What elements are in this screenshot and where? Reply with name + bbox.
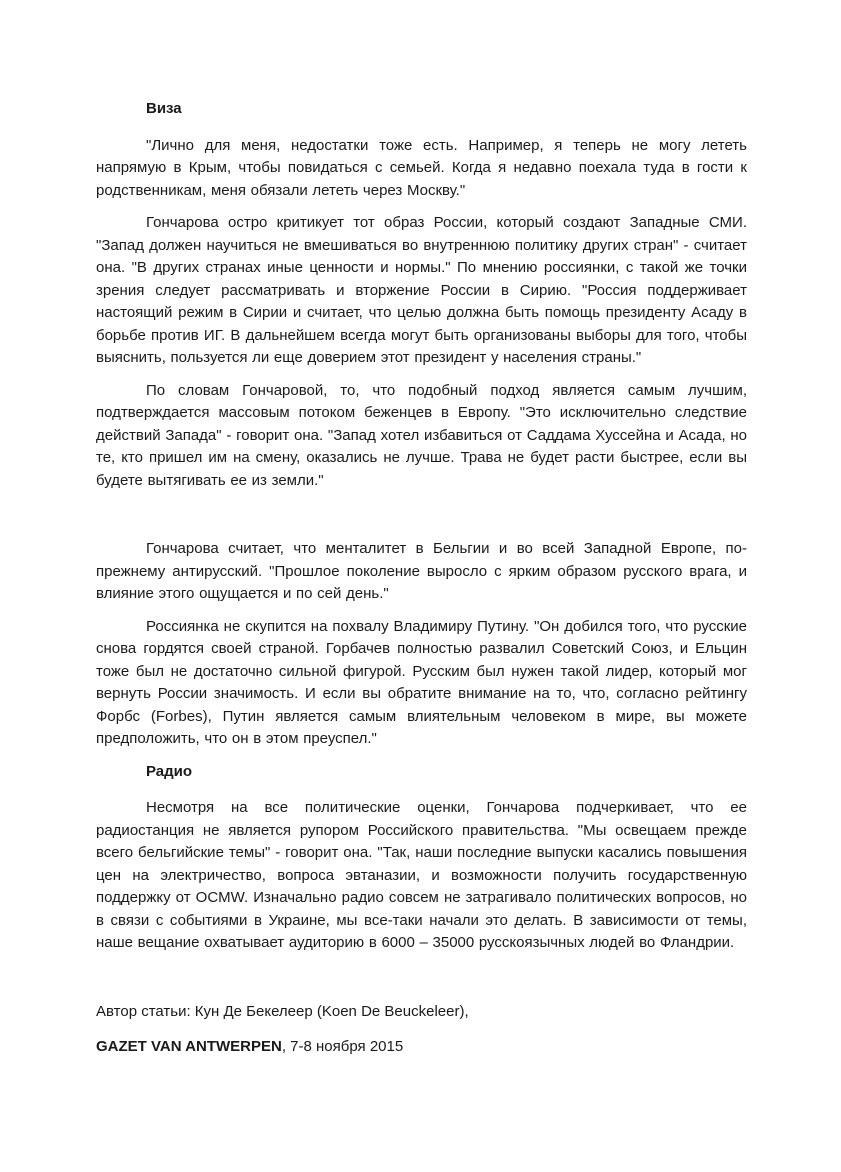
paragraph-refugees: По словам Гончаровой, то, что подобный подход является самым лучшим, подтверждается массовым потоком беженцев в Европу. "Это исключительно следствие действий Запада" - говорит она. "Запад хотел избавиться от Саддама Хуссейна и Асада, но те, кто пришел им на смену, оказались не лучше. Трава не будет расти быстрее, если вы будете вытягивать ее из земли." — [96, 381, 747, 489]
paragraph-western-media: Гончарова остро критикует тот образ России, который создают Западные СМИ. "Запад должен научиться не вмешиваться во внутреннюю политику других стран" - считает она. "В других странах иные ценности и нормы." По мнению россиянки, с такой же точки зрения следует рассматривать и вторжение России в Сирию. "Россия поддерживает настоящий режим в Сирии и считает, что целью должна быть помощь президенту Асаду в борьбе против ИГ. В дальнейшем всегда могут быть организованы выборы для того, чтобы выяснить, пользуется ли еще доверием этот президент у населения страны." — [96, 214, 747, 366]
author-line: Автор статьи: Кун Де Бекелеер (Koen De Beuckeleer), — [96, 1002, 469, 1020]
paragraph-mentality: Гончарова считает, что менталитет в Бельгии и во всей Западной Европе, по-прежнему антирусский. "Прошлое поколение выросло с ярким образом русского врага, и влияние этого ощущается и по сей день." — [96, 540, 747, 602]
section-heading-visa: Виза — [146, 100, 182, 117]
paragraph-radio-station: Несмотря на все политические оценки, Гончарова подчеркивает, что ее радиостанция не является рупором Российского правительства. "Мы освещаем прежде всего бельгийские темы" - говорит она. "Так, наши последние выпуски касались повышения цен на электричество, вопроса эвтаназии, и возможности получить государственную поддержку от OCMW. Изначально радио совсем не затрагивало политических вопросов, но в связи с событиями в Украине, мы все-таки начали это делать. В зависимости от темы, наше вещание охватывает аудиторию в 6000 – 35000 русскоязычных людей во Фландрии. — [96, 799, 747, 951]
source-date: , 7-8 ноября 2015 — [281, 1038, 404, 1055]
paragraph-putin-praise: Россиянка не скупится на похвалу Владимиру Путину. "Он добился того, что русские снова гордятся своей страной. Горбачев полностью развалил Советский Союз, и Ельцин тоже был не достаточно сильной фигурой. Русским был нужен такой лидер, который мог вернуть России значимость. И если вы обратите внимание на то, что, согласно рейтингу Форбс (Forbes), Путин является самым влиятельным человеком в мире, вы можете предположить, что он в этом преуспел." — [96, 617, 747, 747]
source-line — [96, 1036, 747, 1059]
section-heading-radio: Радио — [146, 762, 193, 780]
source-name: GAZET VAN ANTWERPEN — [96, 1038, 282, 1055]
article-body — [96, 98, 747, 1072]
paragraph-visa-quote: "Лично для меня, недостатки тоже есть. Например, я теперь не могу лететь напрямую в Крым, чтобы повидаться с семьей. Когда я недавно поехала туда в гости к родственникам, меня обязали лететь через Москву." — [96, 136, 747, 199]
